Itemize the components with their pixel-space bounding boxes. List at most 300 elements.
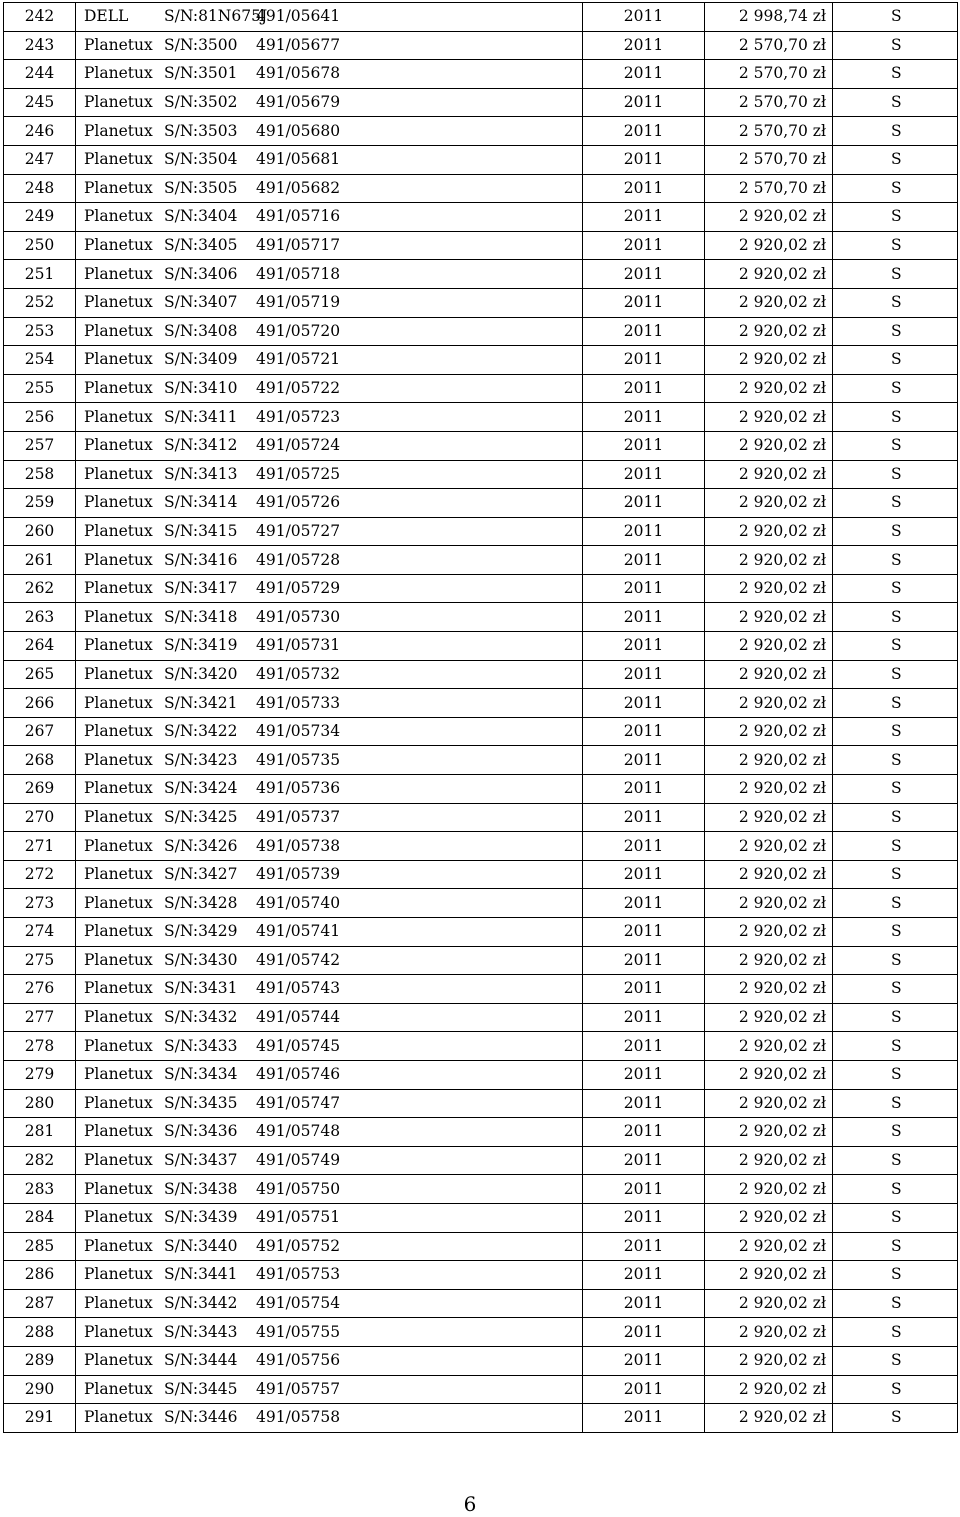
item-inventory-number: 491/05754 xyxy=(256,1294,341,1313)
item-brand: Planetux xyxy=(84,1265,153,1284)
item-brand: Planetux xyxy=(84,464,153,483)
table-row xyxy=(4,1261,958,1290)
row-number-cell: 274 xyxy=(4,918,76,947)
year-cell: 2011 xyxy=(583,431,705,460)
item-brand: Planetux xyxy=(84,664,153,683)
table-row xyxy=(4,775,958,804)
item-name-cell xyxy=(76,1060,583,1089)
year-cell: 2011 xyxy=(583,1089,705,1118)
kind-cell: S xyxy=(833,632,958,661)
page-number: 6 xyxy=(463,1492,477,1516)
row-number-cell: 242 xyxy=(4,3,76,32)
item-name-cell xyxy=(76,260,583,289)
value-cell: 2 920,02 zł xyxy=(705,860,833,889)
table-row xyxy=(4,1146,958,1175)
year-cell: 2011 xyxy=(583,60,705,89)
kind-cell: S xyxy=(833,489,958,518)
value-cell: 2 920,02 zł xyxy=(705,1346,833,1375)
table-row xyxy=(4,174,958,203)
item-serial-number: S/N:3404 xyxy=(164,207,238,226)
year-cell: 2011 xyxy=(583,317,705,346)
item-serial-number: S/N:81N675J xyxy=(164,7,268,26)
item-serial-number: S/N:3417 xyxy=(164,579,238,598)
year-cell: 2011 xyxy=(583,860,705,889)
item-name-cell xyxy=(76,203,583,232)
kind-cell: S xyxy=(833,517,958,546)
value-cell: 2 920,02 zł xyxy=(705,946,833,975)
item-brand: Planetux xyxy=(84,207,153,226)
row-number-cell: 256 xyxy=(4,403,76,432)
year-cell: 2011 xyxy=(583,1118,705,1147)
kind-cell: S xyxy=(833,574,958,603)
value-cell: 2 920,02 zł xyxy=(705,1261,833,1290)
item-serial-number: S/N:3443 xyxy=(164,1322,238,1341)
item-serial-number: S/N:3502 xyxy=(164,93,238,112)
value-cell: 2 998,74 zł xyxy=(705,3,833,32)
value-cell: 2 570,70 zł xyxy=(705,174,833,203)
item-serial-number: S/N:3418 xyxy=(164,607,238,626)
kind-cell: S xyxy=(833,460,958,489)
item-brand: Planetux xyxy=(84,922,153,941)
kind-cell: S xyxy=(833,174,958,203)
item-inventory-number: 491/05750 xyxy=(256,1179,341,1198)
kind-cell: S xyxy=(833,1232,958,1261)
kind-cell: S xyxy=(833,1089,958,1118)
row-number-cell: 268 xyxy=(4,746,76,775)
item-name-cell xyxy=(76,60,583,89)
value-cell: 2 920,02 zł xyxy=(705,403,833,432)
item-serial-number: S/N:3501 xyxy=(164,64,238,83)
item-serial-number: S/N:3412 xyxy=(164,436,238,455)
item-brand: Planetux xyxy=(84,436,153,455)
item-name-cell xyxy=(76,918,583,947)
table-row xyxy=(4,317,958,346)
value-cell: 2 920,02 zł xyxy=(705,632,833,661)
item-name-cell xyxy=(76,889,583,918)
table-row xyxy=(4,346,958,375)
year-cell: 2011 xyxy=(583,717,705,746)
row-number-cell: 247 xyxy=(4,145,76,174)
year-cell: 2011 xyxy=(583,746,705,775)
item-inventory-number: 491/05755 xyxy=(256,1322,341,1341)
value-cell: 2 920,02 zł xyxy=(705,660,833,689)
item-serial-number: S/N:3505 xyxy=(164,178,238,197)
item-name-cell xyxy=(76,860,583,889)
row-number-cell: 258 xyxy=(4,460,76,489)
row-number-cell: 269 xyxy=(4,775,76,804)
year-cell: 2011 xyxy=(583,1261,705,1290)
item-brand: Planetux xyxy=(84,407,153,426)
item-inventory-number: 491/05757 xyxy=(256,1379,341,1398)
table-row xyxy=(4,1203,958,1232)
row-number-cell: 272 xyxy=(4,860,76,889)
table-row xyxy=(4,3,958,32)
item-brand: Planetux xyxy=(84,1065,153,1084)
item-brand: Planetux xyxy=(84,93,153,112)
value-cell: 2 920,02 zł xyxy=(705,717,833,746)
row-number-cell: 243 xyxy=(4,31,76,60)
item-inventory-number: 491/05719 xyxy=(256,293,341,312)
value-cell: 2 920,02 zł xyxy=(705,574,833,603)
item-serial-number: S/N:3435 xyxy=(164,1093,238,1112)
row-number-cell: 251 xyxy=(4,260,76,289)
table-row xyxy=(4,975,958,1004)
item-serial-number: S/N:3413 xyxy=(164,464,238,483)
year-cell: 2011 xyxy=(583,574,705,603)
item-name-cell xyxy=(76,1032,583,1061)
item-inventory-number: 491/05734 xyxy=(256,722,341,741)
item-name-cell xyxy=(76,746,583,775)
item-brand: Planetux xyxy=(84,607,153,626)
year-cell: 2011 xyxy=(583,889,705,918)
item-brand: Planetux xyxy=(84,893,153,912)
value-cell: 2 570,70 zł xyxy=(705,60,833,89)
value-cell: 2 920,02 zł xyxy=(705,1175,833,1204)
kind-cell: S xyxy=(833,1261,958,1290)
table-row xyxy=(4,460,958,489)
item-inventory-number: 491/05740 xyxy=(256,893,341,912)
value-cell: 2 920,02 zł xyxy=(705,317,833,346)
kind-cell: S xyxy=(833,1146,958,1175)
item-brand: Planetux xyxy=(84,236,153,255)
kind-cell: S xyxy=(833,803,958,832)
item-name-cell xyxy=(76,231,583,260)
year-cell: 2011 xyxy=(583,1318,705,1347)
item-serial-number: S/N:3410 xyxy=(164,379,238,398)
item-inventory-number: 491/05729 xyxy=(256,579,341,598)
item-serial-number: S/N:3439 xyxy=(164,1208,238,1227)
year-cell: 2011 xyxy=(583,403,705,432)
row-number-cell: 289 xyxy=(4,1346,76,1375)
item-brand: Planetux xyxy=(84,1008,153,1027)
row-number-cell: 254 xyxy=(4,346,76,375)
table-row xyxy=(4,1003,958,1032)
kind-cell: S xyxy=(833,1318,958,1347)
item-inventory-number: 491/05723 xyxy=(256,407,341,426)
value-cell: 2 920,02 zł xyxy=(705,1060,833,1089)
item-brand: Planetux xyxy=(84,693,153,712)
item-serial-number: S/N:3423 xyxy=(164,750,238,769)
value-cell: 2 570,70 zł xyxy=(705,31,833,60)
row-number-cell: 290 xyxy=(4,1375,76,1404)
item-inventory-number: 491/05717 xyxy=(256,236,341,255)
value-cell: 2 920,02 zł xyxy=(705,1289,833,1318)
kind-cell: S xyxy=(833,717,958,746)
year-cell: 2011 xyxy=(583,546,705,575)
kind-cell: S xyxy=(833,1203,958,1232)
item-serial-number: S/N:3411 xyxy=(164,407,238,426)
year-cell: 2011 xyxy=(583,975,705,1004)
item-name-cell xyxy=(76,88,583,117)
value-cell: 2 920,02 zł xyxy=(705,517,833,546)
item-brand: Planetux xyxy=(84,493,153,512)
item-inventory-number: 491/05718 xyxy=(256,264,341,283)
kind-cell: S xyxy=(833,346,958,375)
item-inventory-number: 491/05722 xyxy=(256,379,341,398)
year-cell: 2011 xyxy=(583,117,705,146)
kind-cell: S xyxy=(833,946,958,975)
table-row xyxy=(4,660,958,689)
kind-cell: S xyxy=(833,431,958,460)
value-cell: 2 920,02 zł xyxy=(705,431,833,460)
row-number-cell: 271 xyxy=(4,832,76,861)
table-row xyxy=(4,1318,958,1347)
kind-cell: S xyxy=(833,403,958,432)
item-serial-number: S/N:3416 xyxy=(164,550,238,569)
item-serial-number: S/N:3445 xyxy=(164,1379,238,1398)
kind-cell: S xyxy=(833,288,958,317)
item-brand: Planetux xyxy=(84,1122,153,1141)
item-inventory-number: 491/05727 xyxy=(256,521,341,540)
item-brand: Planetux xyxy=(84,579,153,598)
item-brand: Planetux xyxy=(84,1379,153,1398)
item-inventory-number: 491/05732 xyxy=(256,664,341,683)
item-name-cell xyxy=(76,374,583,403)
year-cell: 2011 xyxy=(583,775,705,804)
year-cell: 2011 xyxy=(583,174,705,203)
item-name-cell xyxy=(76,632,583,661)
row-number-cell: 244 xyxy=(4,60,76,89)
item-brand: Planetux xyxy=(84,950,153,969)
table-row xyxy=(4,1375,958,1404)
kind-cell: S xyxy=(833,374,958,403)
kind-cell: S xyxy=(833,832,958,861)
item-inventory-number: 491/05739 xyxy=(256,865,341,884)
item-serial-number: S/N:3421 xyxy=(164,693,238,712)
row-number-cell: 285 xyxy=(4,1232,76,1261)
table-row xyxy=(4,231,958,260)
year-cell: 2011 xyxy=(583,832,705,861)
item-name-cell xyxy=(76,1203,583,1232)
item-brand: Planetux xyxy=(84,779,153,798)
row-number-cell: 262 xyxy=(4,574,76,603)
item-name-cell xyxy=(76,431,583,460)
item-name-cell xyxy=(76,403,583,432)
year-cell: 2011 xyxy=(583,1003,705,1032)
year-cell: 2011 xyxy=(583,203,705,232)
item-serial-number: S/N:3438 xyxy=(164,1179,238,1198)
value-cell: 2 920,02 zł xyxy=(705,460,833,489)
row-number-cell: 282 xyxy=(4,1146,76,1175)
item-brand: Planetux xyxy=(84,521,153,540)
table-row xyxy=(4,803,958,832)
year-cell: 2011 xyxy=(583,1146,705,1175)
table-row xyxy=(4,517,958,546)
item-inventory-number: 491/05758 xyxy=(256,1408,341,1427)
item-inventory-number: 491/05735 xyxy=(256,750,341,769)
item-serial-number: S/N:3446 xyxy=(164,1408,238,1427)
year-cell: 2011 xyxy=(583,346,705,375)
table-row xyxy=(4,431,958,460)
row-number-cell: 249 xyxy=(4,203,76,232)
table-row xyxy=(4,1060,958,1089)
year-cell: 2011 xyxy=(583,231,705,260)
item-inventory-number: 491/05751 xyxy=(256,1208,341,1227)
year-cell: 2011 xyxy=(583,803,705,832)
row-number-cell: 277 xyxy=(4,1003,76,1032)
item-inventory-number: 491/05725 xyxy=(256,464,341,483)
value-cell: 2 920,02 zł xyxy=(705,918,833,947)
value-cell: 2 920,02 zł xyxy=(705,203,833,232)
kind-cell: S xyxy=(833,1404,958,1433)
year-cell: 2011 xyxy=(583,460,705,489)
inventory-table xyxy=(3,2,958,1433)
item-brand: Planetux xyxy=(84,1179,153,1198)
year-cell: 2011 xyxy=(583,288,705,317)
item-name-cell xyxy=(76,1346,583,1375)
table-row xyxy=(4,1232,958,1261)
item-name-cell xyxy=(76,3,583,32)
item-name-cell xyxy=(76,1232,583,1261)
item-inventory-number: 491/05744 xyxy=(256,1008,341,1027)
year-cell: 2011 xyxy=(583,31,705,60)
item-brand: Planetux xyxy=(84,178,153,197)
item-serial-number: S/N:3500 xyxy=(164,35,238,54)
item-brand: Planetux xyxy=(84,121,153,140)
table-row xyxy=(4,746,958,775)
table-row xyxy=(4,117,958,146)
value-cell: 2 920,02 zł xyxy=(705,603,833,632)
kind-cell: S xyxy=(833,546,958,575)
item-brand: DELL xyxy=(84,7,129,26)
table-row xyxy=(4,1289,958,1318)
year-cell: 2011 xyxy=(583,1060,705,1089)
item-name-cell xyxy=(76,1375,583,1404)
row-number-cell: 291 xyxy=(4,1404,76,1433)
year-cell: 2011 xyxy=(583,1203,705,1232)
row-number-cell: 283 xyxy=(4,1175,76,1204)
item-inventory-number: 491/05720 xyxy=(256,321,341,340)
item-inventory-number: 491/05748 xyxy=(256,1122,341,1141)
table-row xyxy=(4,603,958,632)
item-serial-number: S/N:3406 xyxy=(164,264,238,283)
row-number-cell: 252 xyxy=(4,288,76,317)
item-brand: Planetux xyxy=(84,1093,153,1112)
kind-cell: S xyxy=(833,975,958,1004)
item-inventory-number: 491/05641 xyxy=(256,7,341,26)
table-row xyxy=(4,1346,958,1375)
item-name-cell xyxy=(76,975,583,1004)
item-inventory-number: 491/05681 xyxy=(256,150,341,169)
kind-cell: S xyxy=(833,231,958,260)
item-serial-number: S/N:3503 xyxy=(164,121,238,140)
value-cell: 2 920,02 zł xyxy=(705,231,833,260)
kind-cell: S xyxy=(833,689,958,718)
table-row xyxy=(4,632,958,661)
item-brand: Planetux xyxy=(84,979,153,998)
item-brand: Planetux xyxy=(84,150,153,169)
value-cell: 2 920,02 zł xyxy=(705,1118,833,1147)
item-name-cell xyxy=(76,1146,583,1175)
row-number-cell: 266 xyxy=(4,689,76,718)
value-cell: 2 920,02 zł xyxy=(705,546,833,575)
item-inventory-number: 491/05736 xyxy=(256,779,341,798)
value-cell: 2 920,02 zł xyxy=(705,803,833,832)
kind-cell: S xyxy=(833,88,958,117)
year-cell: 2011 xyxy=(583,374,705,403)
item-name-cell xyxy=(76,1289,583,1318)
table-row xyxy=(4,860,958,889)
value-cell: 2 920,02 zł xyxy=(705,1203,833,1232)
item-name-cell xyxy=(76,517,583,546)
kind-cell: S xyxy=(833,145,958,174)
item-brand: Planetux xyxy=(84,750,153,769)
year-cell: 2011 xyxy=(583,603,705,632)
item-name-cell xyxy=(76,775,583,804)
item-serial-number: S/N:3444 xyxy=(164,1351,238,1370)
item-brand: Planetux xyxy=(84,64,153,83)
year-cell: 2011 xyxy=(583,1289,705,1318)
table-row xyxy=(4,1404,958,1433)
year-cell: 2011 xyxy=(583,145,705,174)
item-brand: Planetux xyxy=(84,1351,153,1370)
item-name-cell xyxy=(76,1318,583,1347)
value-cell: 2 570,70 zł xyxy=(705,117,833,146)
item-brand: Planetux xyxy=(84,1294,153,1313)
item-serial-number: S/N:3426 xyxy=(164,836,238,855)
item-inventory-number: 491/05742 xyxy=(256,950,341,969)
value-cell: 2 920,02 zł xyxy=(705,346,833,375)
table-row xyxy=(4,60,958,89)
item-name-cell xyxy=(76,288,583,317)
item-serial-number: S/N:3419 xyxy=(164,636,238,655)
year-cell: 2011 xyxy=(583,660,705,689)
item-serial-number: S/N:3434 xyxy=(164,1065,238,1084)
year-cell: 2011 xyxy=(583,517,705,546)
table-row xyxy=(4,832,958,861)
item-brand: Planetux xyxy=(84,836,153,855)
kind-cell: S xyxy=(833,1346,958,1375)
table-row xyxy=(4,403,958,432)
row-number-cell: 279 xyxy=(4,1060,76,1089)
item-inventory-number: 491/05716 xyxy=(256,207,341,226)
item-inventory-number: 491/05724 xyxy=(256,436,341,455)
row-number-cell: 246 xyxy=(4,117,76,146)
value-cell: 2 920,02 zł xyxy=(705,1089,833,1118)
row-number-cell: 248 xyxy=(4,174,76,203)
item-inventory-number: 491/05753 xyxy=(256,1265,341,1284)
item-inventory-number: 491/05721 xyxy=(256,350,341,369)
row-number-cell: 253 xyxy=(4,317,76,346)
item-inventory-number: 491/05738 xyxy=(256,836,341,855)
item-name-cell xyxy=(76,1404,583,1433)
kind-cell: S xyxy=(833,918,958,947)
item-brand: Planetux xyxy=(84,722,153,741)
item-name-cell xyxy=(76,489,583,518)
item-inventory-number: 491/05749 xyxy=(256,1151,341,1170)
value-cell: 2 920,02 zł xyxy=(705,889,833,918)
item-inventory-number: 491/05728 xyxy=(256,550,341,569)
row-number-cell: 261 xyxy=(4,546,76,575)
table-row xyxy=(4,1032,958,1061)
value-cell: 2 920,02 zł xyxy=(705,288,833,317)
item-serial-number: S/N:3420 xyxy=(164,664,238,683)
year-cell: 2011 xyxy=(583,632,705,661)
table-row xyxy=(4,689,958,718)
row-number-cell: 276 xyxy=(4,975,76,1004)
item-brand: Planetux xyxy=(84,379,153,398)
item-brand: Planetux xyxy=(84,807,153,826)
item-brand: Planetux xyxy=(84,350,153,369)
kind-cell: S xyxy=(833,1375,958,1404)
table-row xyxy=(4,717,958,746)
row-number-cell: 259 xyxy=(4,489,76,518)
row-number-cell: 260 xyxy=(4,517,76,546)
item-inventory-number: 491/05752 xyxy=(256,1236,341,1255)
item-name-cell xyxy=(76,546,583,575)
year-cell: 2011 xyxy=(583,1032,705,1061)
item-inventory-number: 491/05678 xyxy=(256,64,341,83)
